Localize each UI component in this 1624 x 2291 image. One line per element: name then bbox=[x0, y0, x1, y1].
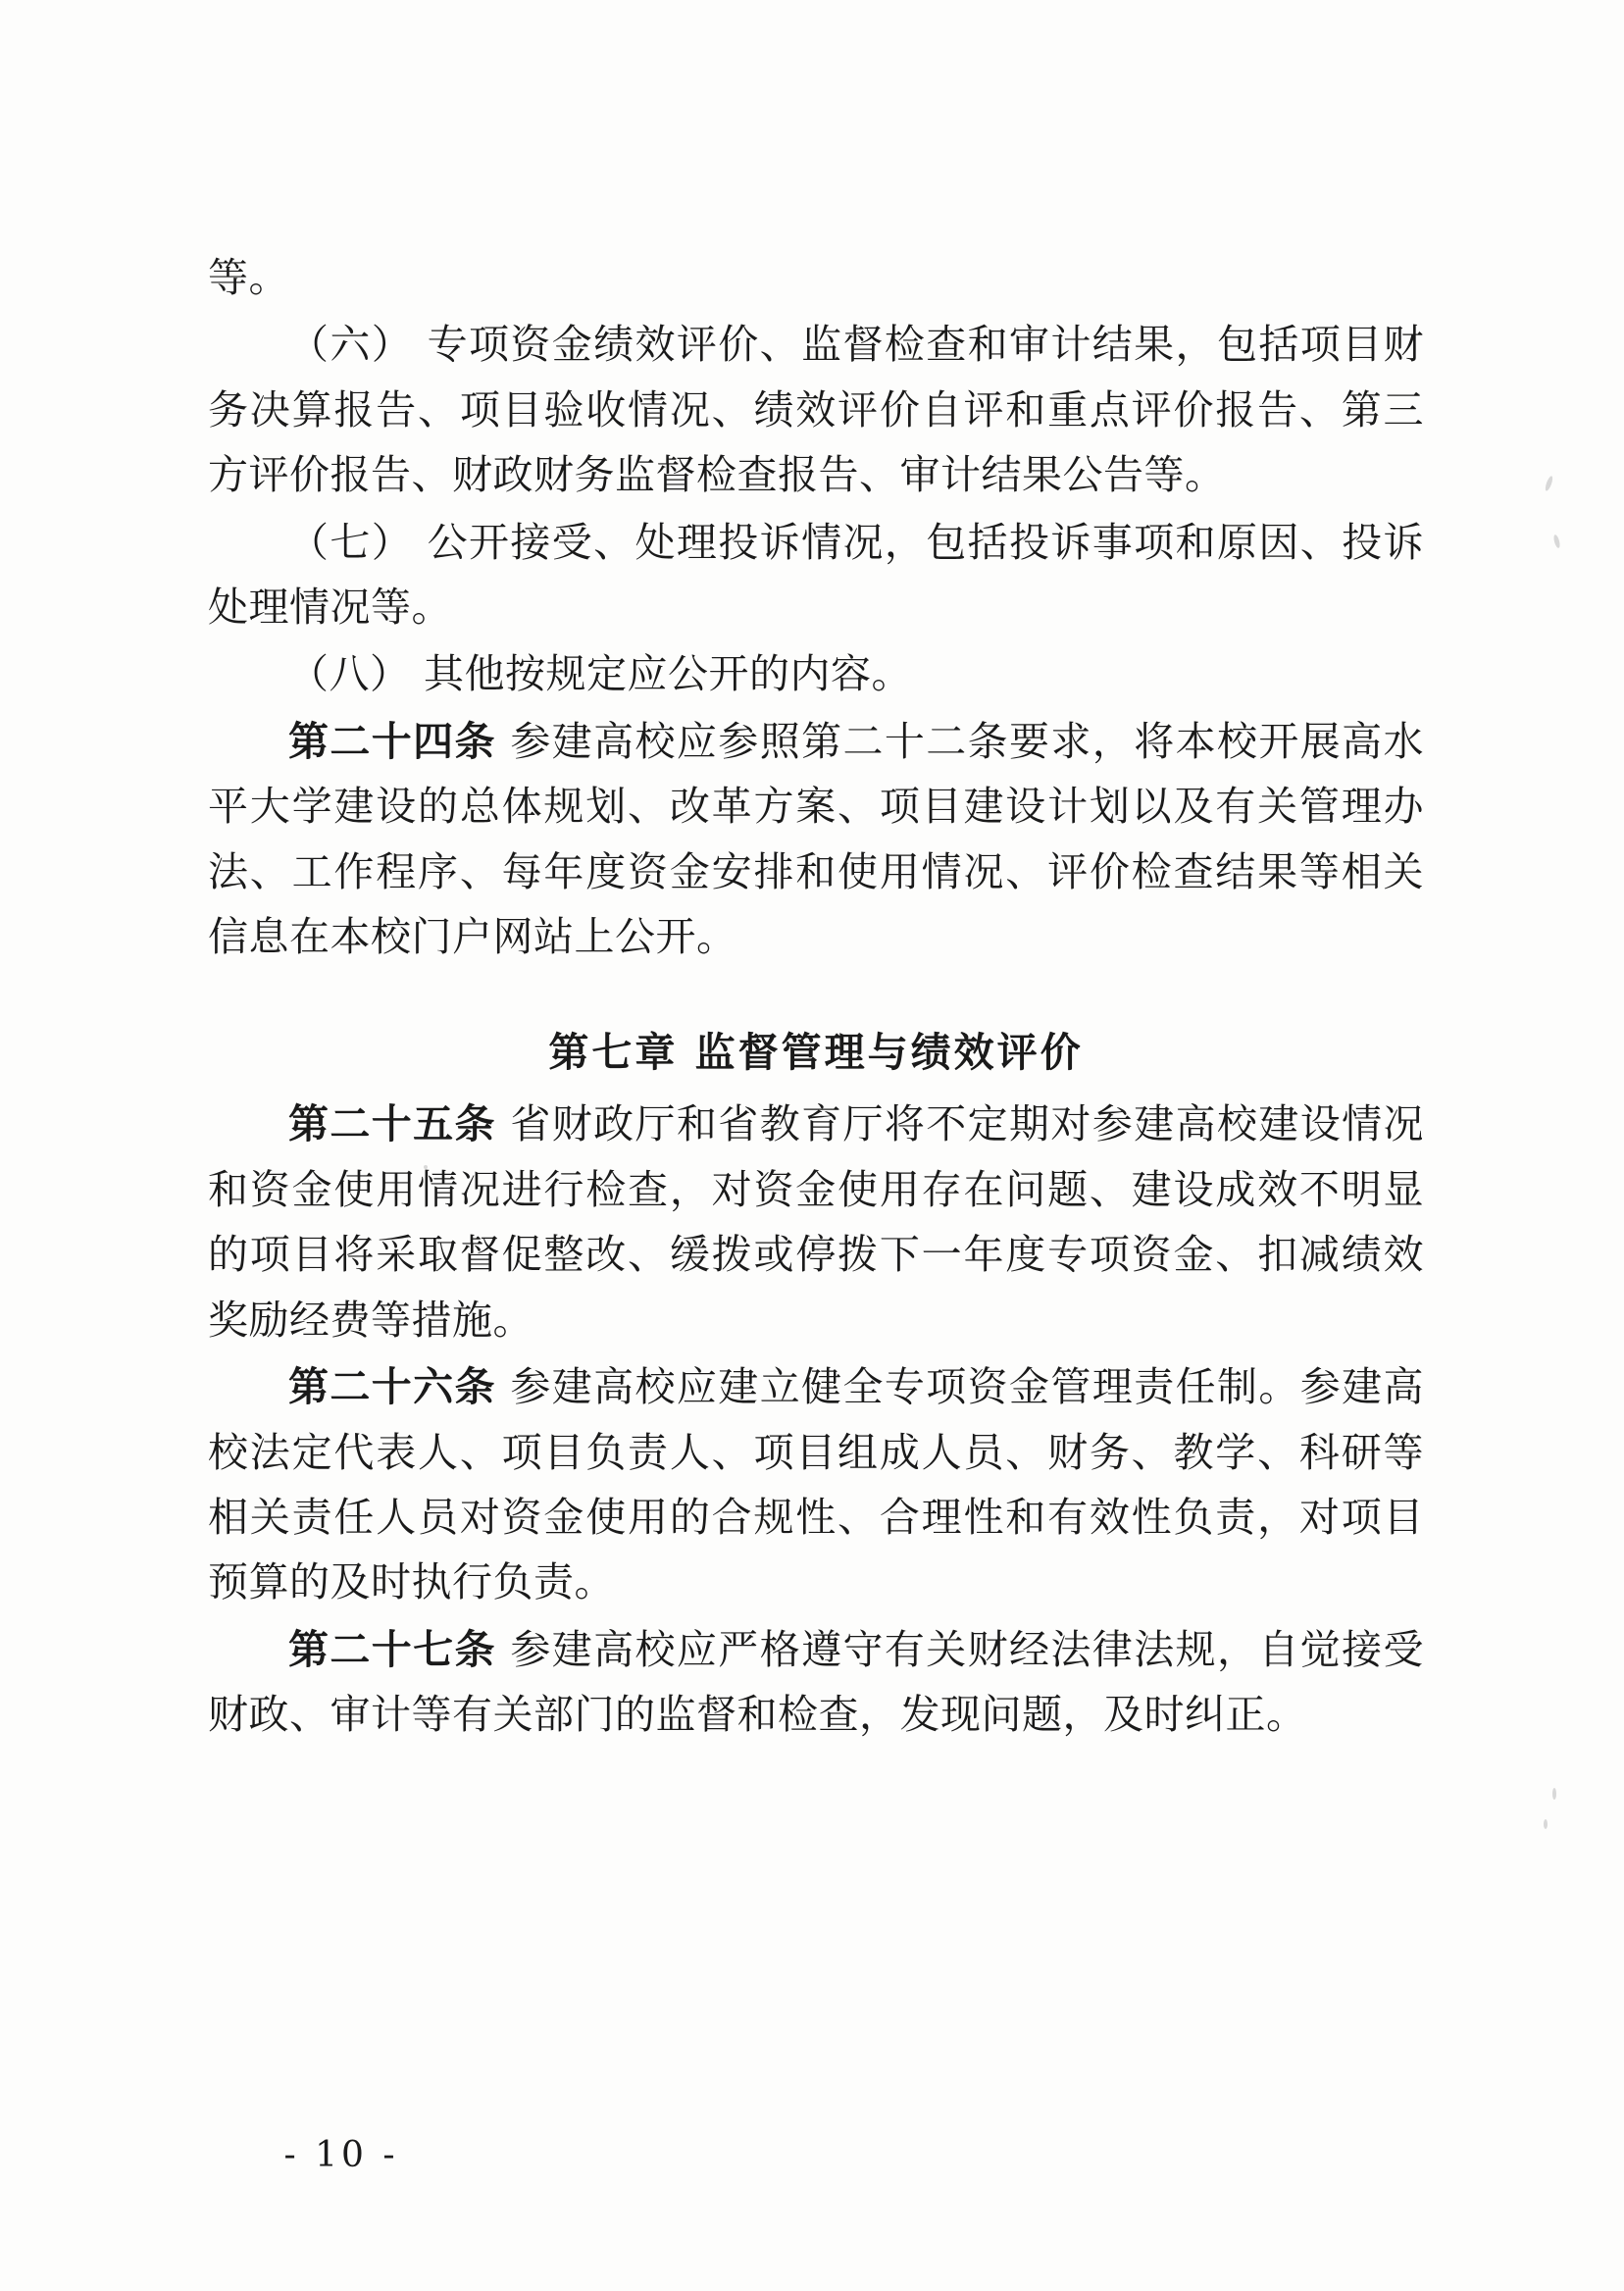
scan-speckle bbox=[1552, 1788, 1556, 1800]
page-number-text: - 10 - bbox=[283, 2135, 399, 2175]
paragraph-article-24 bbox=[208, 709, 1424, 970]
article-25-lead: 第二十五条 bbox=[288, 1100, 496, 1148]
scan-speckle bbox=[1552, 535, 1560, 549]
article-26-lead: 第二十六条 bbox=[288, 1363, 496, 1411]
scan-speckle bbox=[1544, 476, 1553, 492]
article-26-text: 参建高校应建立健全专项资金管理责任制。参建高校法定代表人、项目负责人、项目组成人员、财务、教学、科研等相关责任人员对资金使用的合规性、合理性和有效性负责，对项目预算的及时执行负责。 bbox=[208, 1363, 1425, 1606]
article-24-lead: 第二十四条 bbox=[288, 717, 496, 765]
chapter-heading: 第七章 监督管理与绩效评价 bbox=[548, 1029, 1084, 1077]
paragraph-deng: 等。 bbox=[208, 254, 289, 301]
article-24-text: 参建高校应参照第二十二条要求，将本校开展高水平大学建设的总体规划、改革方案、项目建设计划以及有关管理办法、工作程序、每年度资金安排和使用情况、评价检查结果等相关信息在本校门户网站上公开。 bbox=[208, 717, 1425, 961]
article-27-text: 参建高校应严格遵守有关财经法律法规，自觉接受财政、审计等有关部门的监督和检查，发现问题，及时纠正。 bbox=[208, 1625, 1425, 1739]
paragraph-item-7: （七） 公开接受、处理投诉情况，包括投诉事项和原因、投诉处理情况等。 bbox=[208, 518, 1424, 632]
paragraph-item-6: （六） 专项资金绩效评价、监督检查和审计结果，包括项目财务决算报告、项目验收情况、绩效评价自评和重点评价报告、第三方评价报告、财政财务监督检查报告、审计结果公告等。 bbox=[208, 321, 1424, 499]
paragraph-article-26 bbox=[208, 1354, 1424, 1615]
paragraph-article-27 bbox=[208, 1617, 1424, 1748]
paragraph-item-8: （八） 其他按规定应公开的内容。 bbox=[288, 650, 913, 698]
page-number bbox=[0, 2135, 1624, 2175]
article-25-text: 省财政厅和省教育厅将不定期对参建高校建设情况和资金使用情况进行检查，对资金使用存在问题、建设成效不明显的项目将采取督促整改、缓拨或停拨下一年度专项资金、扣减绩效奖励经费等措施。 bbox=[208, 1100, 1425, 1344]
scan-speckle bbox=[1544, 1819, 1548, 1829]
paragraph-article-25 bbox=[208, 1092, 1424, 1352]
document-body bbox=[208, 245, 1424, 1750]
article-27-lead: 第二十七条 bbox=[288, 1625, 496, 1673]
